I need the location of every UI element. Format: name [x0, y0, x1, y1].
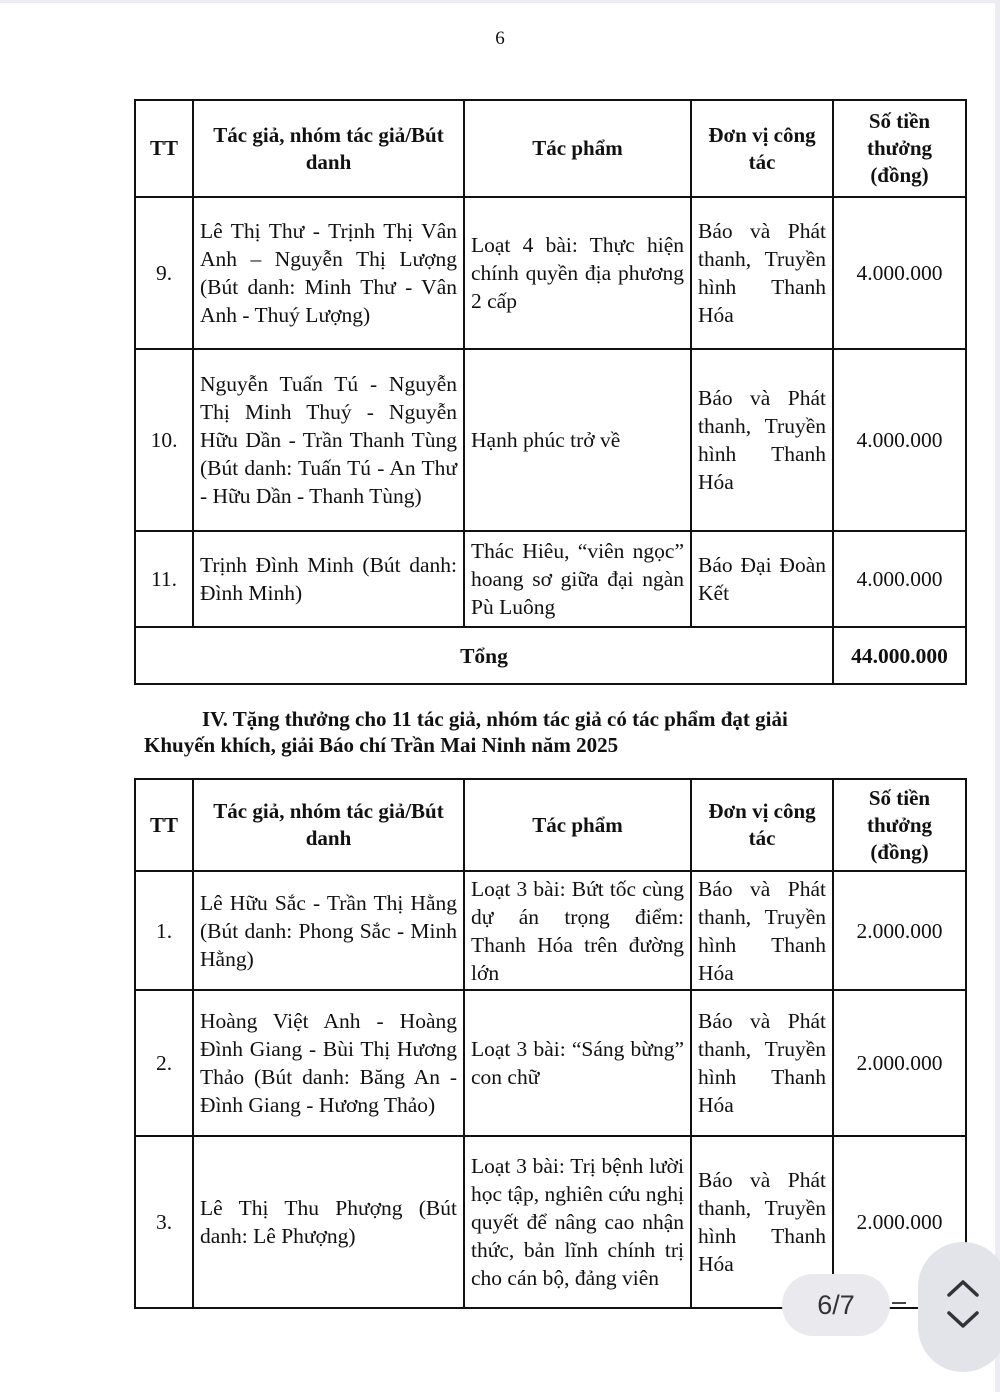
row-author: Lê Thị Thu Phượng (Bút danh: Lê Phượng) [193, 1136, 464, 1308]
row-work: Hạnh phúc trở về [464, 349, 691, 531]
section-heading-line-1: IV. Tặng thưởng cho 11 tác giả, nhóm tác giả có tác phẩm đạt giải [202, 707, 788, 731]
total-value: 44.000.000 [833, 627, 966, 684]
chevron-down-icon[interactable] [946, 1310, 980, 1330]
header-unit: Đơn vị công tác [691, 100, 833, 197]
table-row [135, 871, 966, 990]
row-author: Lê Hữu Sắc - Trần Thị Hằng (Bút danh: Phong Sắc - Minh Hằng) [193, 871, 464, 990]
table-row [135, 990, 966, 1136]
total-label: Tổng [135, 627, 833, 684]
row-number: 9. [135, 197, 193, 349]
row-unit: Báo và Phát thanh, Truyền hình Thanh Hóa [691, 1136, 833, 1308]
row-amount: 4.000.000 [833, 197, 966, 349]
header-author: Tác giả, nhóm tác giả/Bút danh [193, 100, 464, 197]
page-number: 6 [495, 28, 505, 49]
row-work: Loạt 4 bài: Thực hiện chính quyền địa phương 2 cấp [464, 197, 691, 349]
table-header-row [135, 100, 966, 197]
table-row [135, 197, 966, 349]
row-work: Loạt 3 bài: Trị bệnh lười học tập, nghiên cứu nghị quyết để nâng cao nhận thức, bản lĩnh chính trị cho cán bộ, đảng viên [464, 1136, 691, 1308]
section-heading-line-2: Khuyến khích, giải Báo chí Trần Mai Ninh năm 2025 [144, 733, 619, 757]
chevron-up-icon[interactable] [946, 1278, 980, 1298]
row-work: Thác Hiêu, “viên ngọc” hoang sơ giữa đại ngàn Pù Luông [464, 531, 691, 627]
header-amount: Số tiền thưởng (đồng) [833, 779, 966, 871]
page-navigation-control [918, 1242, 1000, 1372]
award-table-1 [134, 99, 967, 685]
header-work: Tác phẩm [464, 100, 691, 197]
row-number: 2. [135, 990, 193, 1136]
row-amount: 2.000.000 [833, 990, 966, 1136]
header-tt: TT [135, 779, 193, 871]
row-number: 1. [135, 871, 193, 990]
header-unit: Đơn vị công tác [691, 779, 833, 871]
row-number: 10. [135, 349, 193, 531]
page-indicator-label: 6/7 [817, 1289, 855, 1320]
table-row [135, 349, 966, 531]
row-amount: 2.000.000 [833, 871, 966, 990]
row-number: 11. [135, 531, 193, 627]
page-indicator[interactable] [782, 1274, 890, 1336]
row-author: Trịnh Đình Minh (Bút danh: Đình Minh) [193, 531, 464, 627]
section-heading [144, 706, 934, 758]
row-unit: Báo và Phát thanh, Truyền hình Thanh Hóa [691, 197, 833, 349]
row-author: Hoàng Việt Anh - Hoàng Đình Giang - Bùi Thị Hương Thảo (Bút danh: Băng An - Đình Giang - Hương Thảo) [193, 990, 464, 1136]
row-work: Loạt 3 bài: Bứt tốc cùng dự án trọng điểm: Thanh Hóa trên đường lớn [464, 871, 691, 990]
row-amount: 4.000.000 [833, 349, 966, 531]
header-work: Tác phẩm [464, 779, 691, 871]
row-author: Nguyễn Tuấn Tú - Nguyễn Thị Minh Thuý - Nguyễn Hữu Dần - Trần Thanh Tùng (Bút danh: Tuấn Tú - An Thư - Hữu Dần - Thanh Tùng) [193, 349, 464, 531]
row-amount: 2.000.000 [833, 1136, 966, 1308]
row-unit: Báo và Phát thanh, Truyền hình Thanh Hóa [691, 990, 833, 1136]
header-author: Tác giả, nhóm tác giả/Bút danh [193, 779, 464, 871]
header-tt: TT [135, 100, 193, 197]
scroll-position-marker [892, 1302, 906, 1304]
row-unit: Báo và Phát thanh, Truyền hình Thanh Hóa [691, 871, 833, 990]
table-header-row [135, 779, 966, 871]
row-number: 3. [135, 1136, 193, 1308]
total-row [135, 627, 966, 684]
award-table-2 [134, 778, 967, 1309]
row-author: Lê Thị Thư - Trịnh Thị Vân Anh – Nguyễn Thị Lượng (Bút danh: Minh Thư - Vân Anh - Thuý Lượng) [193, 197, 464, 349]
table-row [135, 531, 966, 627]
row-work: Loạt 3 bài: “Sáng bừng” con chữ [464, 990, 691, 1136]
row-unit: Báo Đại Đoàn Kết [691, 531, 833, 627]
header-amount: Số tiền thưởng (đồng) [833, 100, 966, 197]
row-amount: 4.000.000 [833, 531, 966, 627]
row-unit: Báo và Phát thanh, Truyền hình Thanh Hóa [691, 349, 833, 531]
